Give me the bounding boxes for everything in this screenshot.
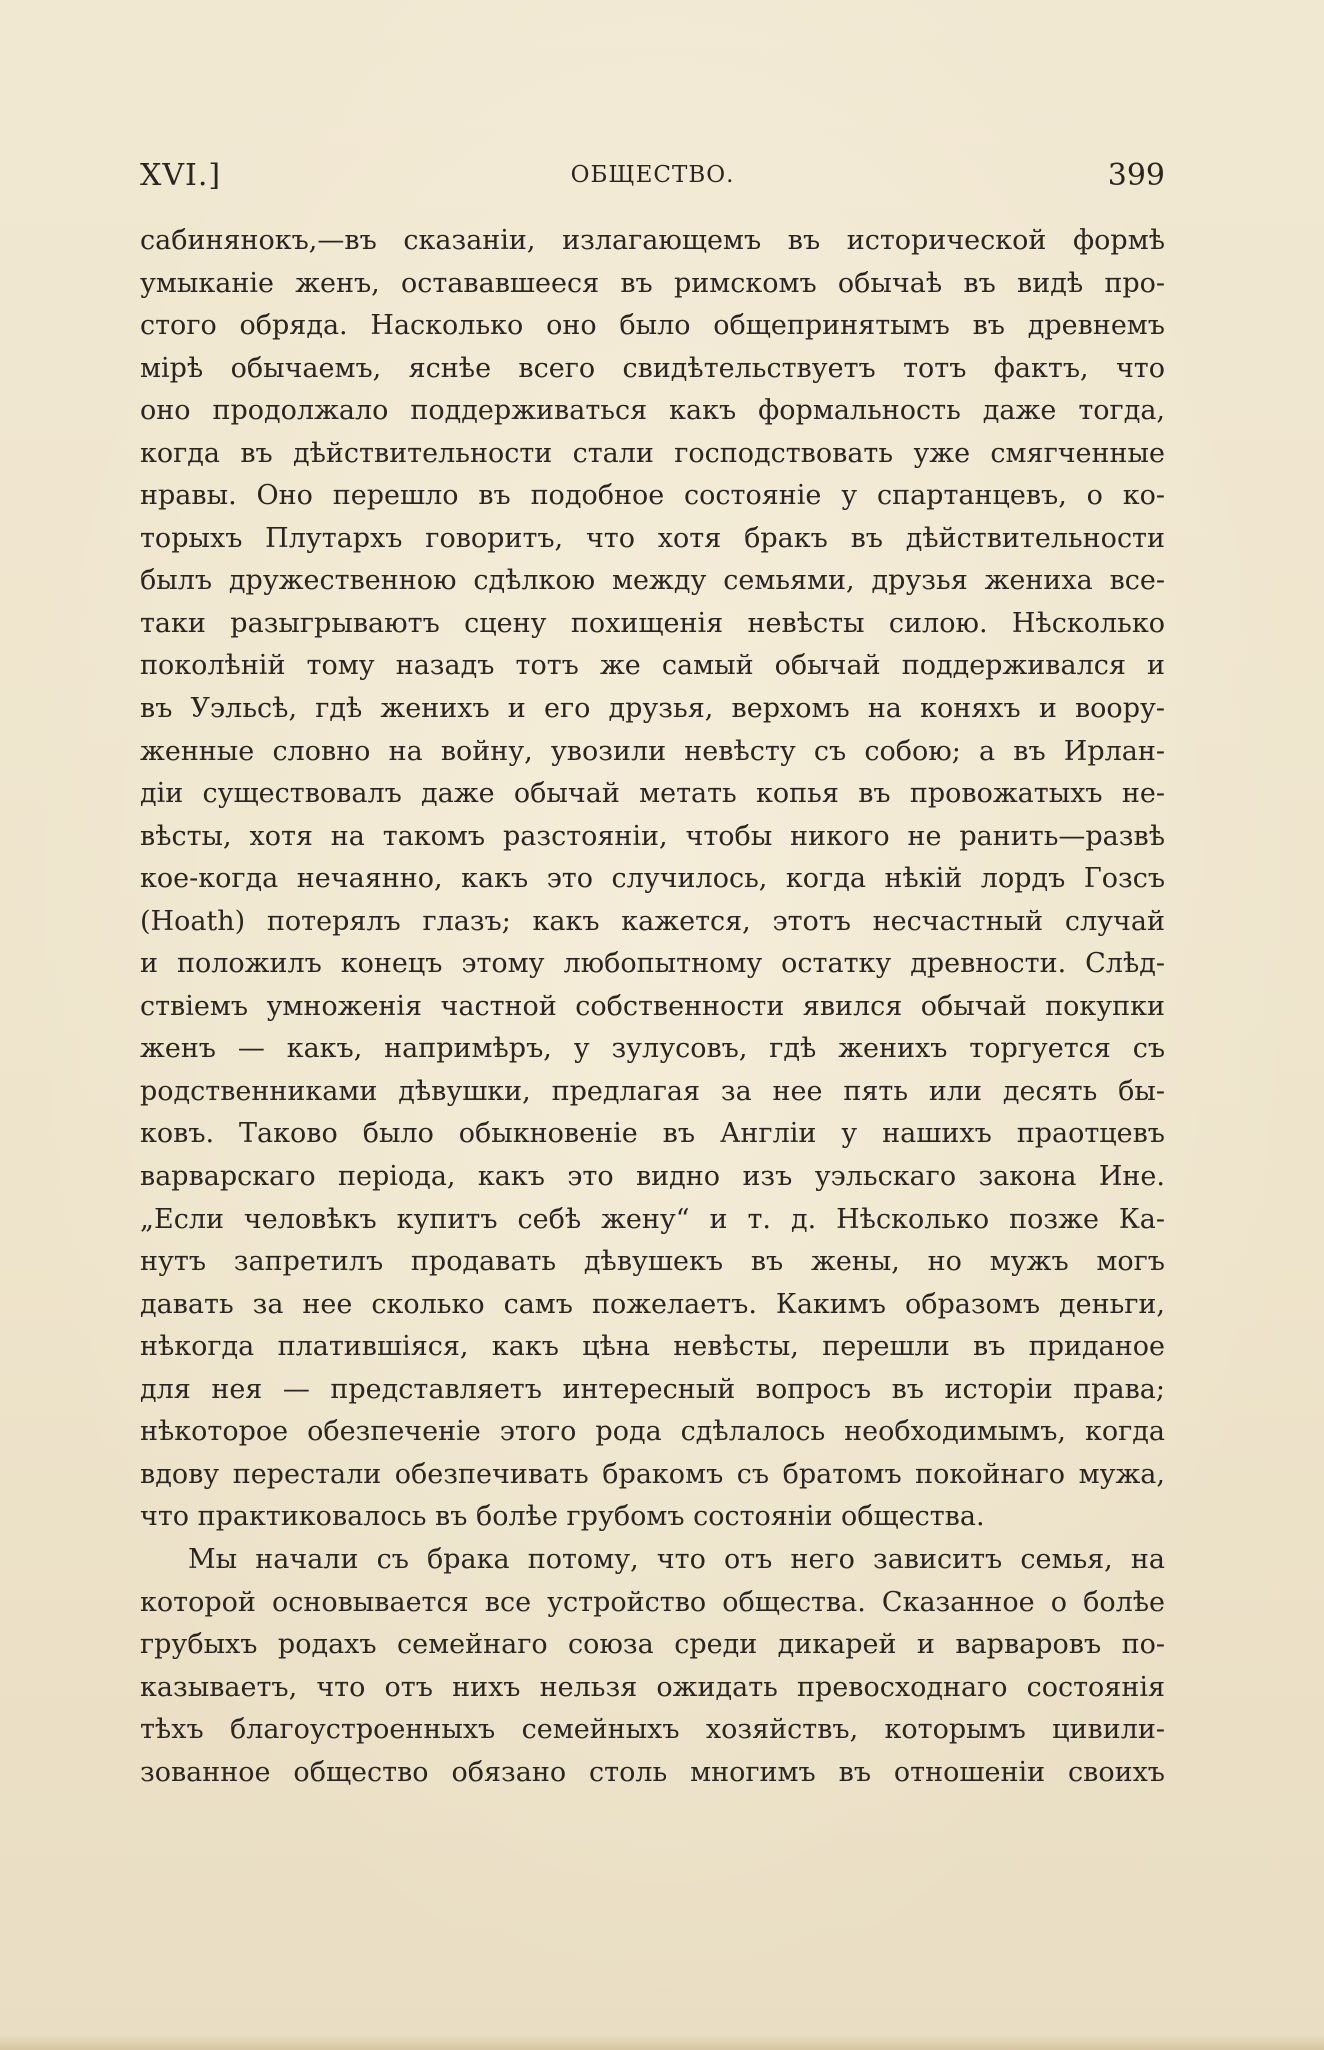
text-line: что практиковалось въ болѣе грубомъ состоянiи общества. bbox=[140, 1501, 985, 1533]
text-line: „Если человѣкъ купитъ себѣ жену“ и т. д. Нѣсколько позже Ка- bbox=[140, 1203, 1165, 1235]
text-line: давать за нее сколько самъ пожелаетъ. Какимъ образомъ деньги, bbox=[140, 1288, 1165, 1320]
text-line: вѣсты, хотя на такомъ разстоянiи, чтобы никого не ранить—развѣ bbox=[140, 820, 1165, 852]
page-number: 399 bbox=[1107, 158, 1165, 193]
text-line: таки разыгрываютъ сцену похищенiя невѣсты силою. Нѣсколько bbox=[140, 607, 1165, 639]
section-number: XVI.] bbox=[140, 158, 222, 193]
text-line: для нея — представляетъ интересный вопросъ въ исторiи права; bbox=[140, 1373, 1165, 1405]
running-header bbox=[140, 158, 1165, 198]
page-bottom-edge bbox=[0, 2034, 1324, 2050]
text-line: поколѣнiй тому назадъ тотъ же самый обычай поддерживался и bbox=[140, 650, 1165, 682]
text-line: былъ дружественною сдѣлкою между семьями, друзья жениха все- bbox=[140, 565, 1165, 597]
text-line: (Hoath) потерялъ глазъ; какъ кажется, этотъ несчастный случай bbox=[140, 905, 1165, 937]
text-line: родственниками дѣвушки, предлагая за нее пять или десять бы- bbox=[140, 1075, 1165, 1107]
text-line: вдову перестали обезпечивать бракомъ съ братомъ покойнаго мужа, bbox=[140, 1458, 1165, 1490]
text-line: кое-когда нечаянно, какъ это случилось, когда нѣкiй лордъ Гозсъ bbox=[140, 863, 1165, 895]
text-line: умыканiе женъ, остававшееся въ римскомъ обычаѣ въ видѣ про- bbox=[140, 267, 1165, 299]
text-line: и положилъ конецъ этому любопытному остатку древности. Слѣд- bbox=[140, 948, 1165, 980]
text-line: зованное общество обязано столь многимъ въ отношенiи своихъ bbox=[140, 1756, 1165, 1788]
text-line: нутъ запретилъ продавать дѣвушекъ въ жены, но мужъ могъ bbox=[140, 1246, 1165, 1278]
text-line: варварскаго перiода, какъ это видно изъ уэльскаго закона Ине. bbox=[140, 1161, 1165, 1193]
text-line: которой основывается все устройство общества. Сказанное о болѣе bbox=[140, 1586, 1165, 1618]
text-line: тѣхъ благоустроенныхъ семейныхъ хозяйствъ, которымъ цивили- bbox=[140, 1714, 1165, 1746]
text-line: грубыхъ родахъ семейнаго союза среди дикарей и варваровъ по- bbox=[140, 1629, 1165, 1661]
running-title: ОБЩЕСТВО. bbox=[570, 162, 735, 188]
text-line: когда въ дѣйствительности стали господствовать уже смягченные bbox=[140, 437, 1165, 469]
text-line: нѣкоторое обезпеченiе этого рода сдѣлалось необходимымъ, когда bbox=[140, 1416, 1165, 1448]
text-line: Мы начали съ брака потому, что отъ него зависитъ семья, на bbox=[188, 1543, 1165, 1575]
text-line: женные словно на войну, увозили невѣсту съ собою; а въ Ирлан- bbox=[140, 735, 1165, 767]
text-line: нравы. Оно перешло въ подобное состоянiе у спартанцевъ, о ко- bbox=[140, 480, 1165, 512]
body-text bbox=[140, 220, 1165, 1794]
text-line: ковъ. Таково было обыкновенiе въ Англiи у нашихъ праотцевъ bbox=[140, 1118, 1165, 1150]
text-line: нѣкогда платившiяся, какъ цѣна невѣсты, перешли въ приданое bbox=[140, 1331, 1165, 1363]
text-line: женъ — какъ, напримѣръ, у зулусовъ, гдѣ женихъ торгуется съ bbox=[140, 1033, 1165, 1065]
text-line: торыхъ Плутархъ говоритъ, что хотя бракъ въ дѣйствительности bbox=[140, 522, 1165, 554]
text-line: оно продолжало поддерживаться какъ формальность даже тогда, bbox=[140, 395, 1165, 427]
text-line: дiи существовалъ даже обычай метать копья въ провожатыхъ не- bbox=[140, 778, 1165, 810]
text-line: ствiемъ умноженiя частной собственности явился обычай покупки bbox=[140, 990, 1165, 1022]
text-line: казываетъ, что отъ нихъ нельзя ожидать превосходнаго состоянiя bbox=[140, 1671, 1165, 1703]
text-line: въ Уэльсѣ, гдѣ женихъ и его друзья, верхомъ на коняхъ и воору- bbox=[140, 693, 1165, 725]
text-line: сабинянокъ,—въ сказанiи, излагающемъ въ исторической формѣ bbox=[140, 225, 1165, 256]
text-line: мiрѣ обычаемъ, яснѣе всего свидѣтельствуетъ тотъ фактъ, что bbox=[140, 352, 1165, 384]
text-line: стого обряда. Насколько оно было общепринятымъ въ древнемъ bbox=[140, 310, 1165, 342]
